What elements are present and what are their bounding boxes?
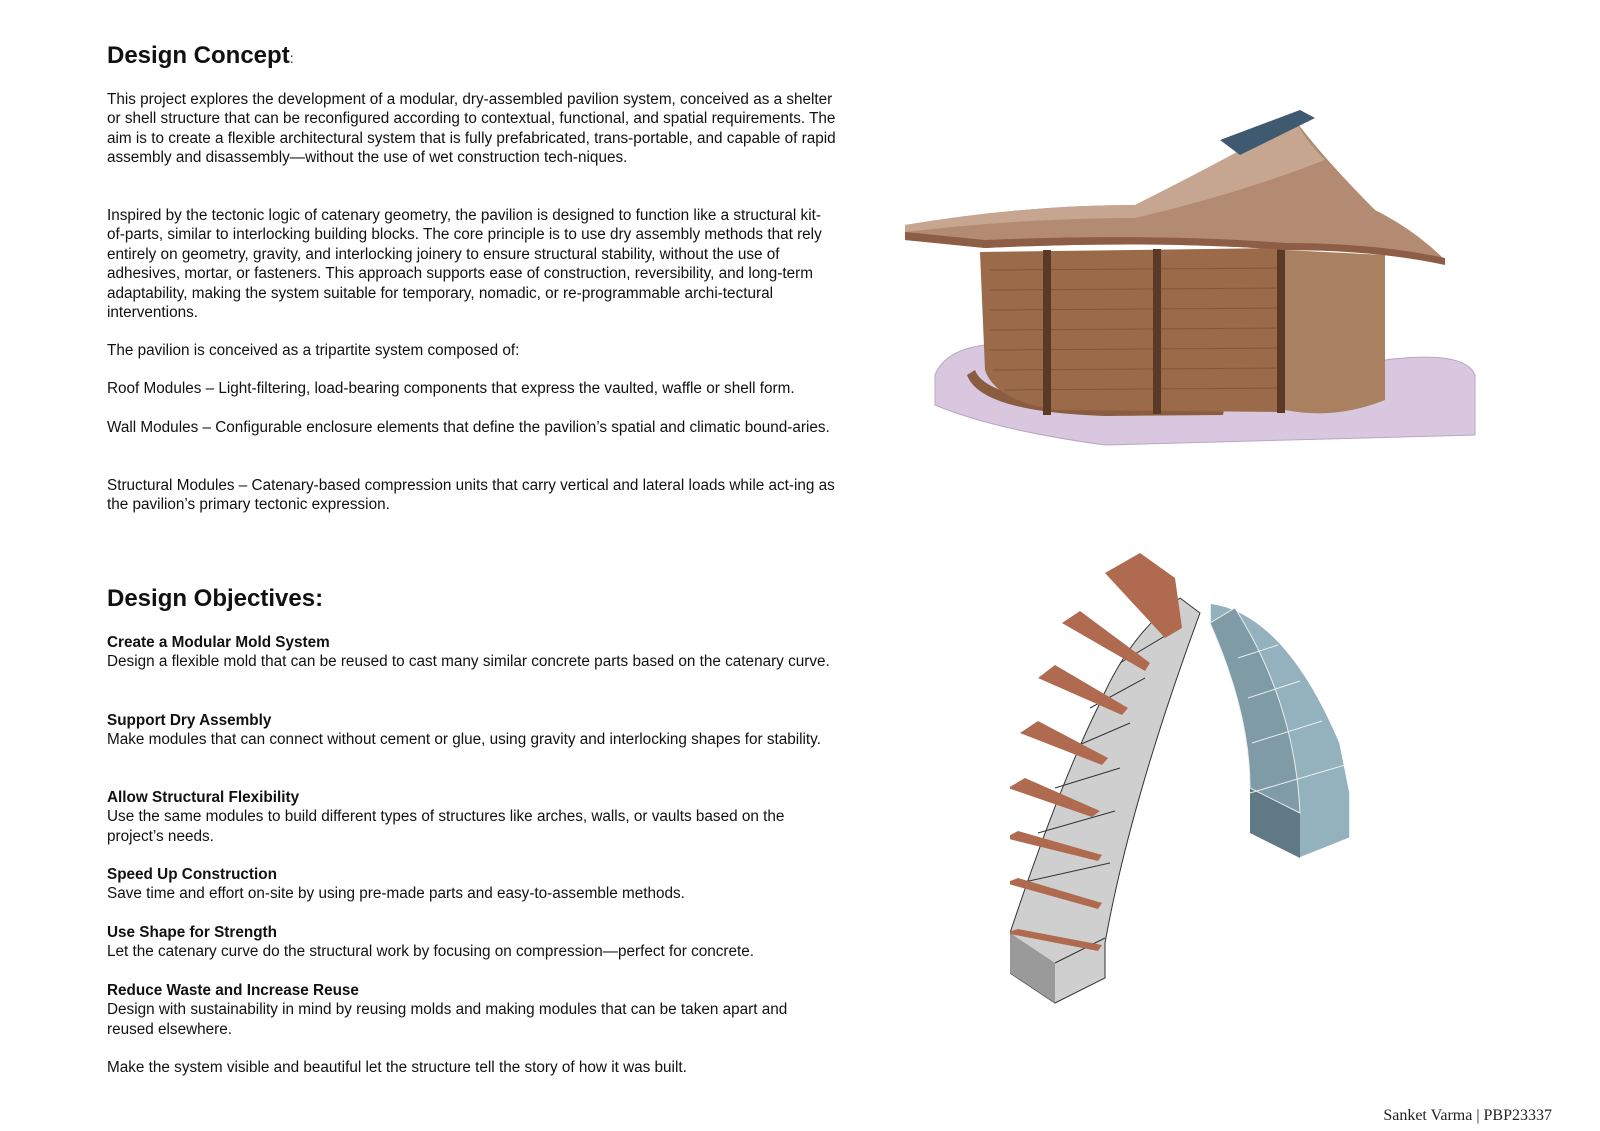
wall-modules-text: Wall Modules – Configurable enclosure elements that define the pavilion’s spatial and climatic bound-aries. (107, 419, 830, 436)
objective-title: Use Shape for Strength (107, 924, 277, 941)
objective-item (107, 981, 837, 1039)
objective-title: Reduce Waste and Increase Reuse (107, 982, 359, 999)
objective-text: Design a flexible mold that can be reused to cast many similar concrete parts based on the catenary curve. (107, 653, 830, 671)
objective-item (107, 788, 837, 846)
pavilion-image (905, 100, 1525, 480)
concept-paragraph-3: The pavilion is conceived as a tripartite system composed of: (107, 342, 520, 359)
objectives-closing: Make the system visible and beautiful let the structure tell the story of how it was built. (107, 1059, 687, 1076)
design-concept-section (107, 42, 837, 70)
design-objectives-section (107, 585, 837, 613)
objective-title: Support Dry Assembly (107, 712, 272, 729)
objective-text: Make modules that can connect without cement or glue, using gravity and interlocking shapes for stability. (107, 731, 821, 749)
arch-concrete-side (1010, 598, 1200, 1003)
concept-paragraph-2: Inspired by the tectonic logic of catenary geometry, the pavilion is designed to function like a structural kit-of-parts, similar to interlocking building blocks. The core principle is to use dry assembly methods that rely entirely on geometry, gravity, and interlocking joinery to ensure structural stability, without the use of adhesives, mortar, or fasteners. This approach supports ease of construction, reversibility, and long-term adaptability, making the system suitable for temporary, nomadic, or re-programmable archi-tectural interventions. (107, 207, 822, 322)
objective-text: Let the catenary curve do the structural work by focusing on compression—perfect for concrete. (107, 943, 755, 961)
objective-title: Allow Structural Flexibility (107, 789, 300, 806)
objective-text: Save time and effort on-site by using pre-made parts and easy-to-assemble methods. (107, 885, 685, 903)
author-footer: Sanket Varma | PBP23337 (1383, 1107, 1552, 1124)
roof-modules-text: Roof Modules – Light-filtering, load-bearing components that express the vaulted, waffle or shell form. (107, 380, 795, 397)
objective-item (107, 711, 821, 750)
concept-paragraph-1: This project explores the development of a modular, dry-assembled pavilion system, conceived as a shelter or shell structure that can be reconfigured according to contextual, functional, and spatial requirements. The aim is to create a flexible architectural system that is fully prefabricated, trans-portable, and capable of rapid assembly and disassembly—without the use of wet construction tech-niques. (107, 91, 836, 167)
objective-item (107, 865, 685, 904)
objective-item (107, 923, 754, 962)
objective-item (107, 633, 830, 672)
catenary-arch-image (1010, 553, 1370, 1023)
structural-modules-text: Structural Modules – Catenary-based compression units that carry vertical and lateral loads while act-ing as the pavilion’s primary tectonic expression. (107, 477, 835, 514)
objectives-title: Design Objectives: (107, 585, 324, 612)
objective-text: Design with sustainability in mind by reusing molds and making modules that can be taken apart and reused elsewhere. (107, 1001, 788, 1038)
objective-title: Create a Modular Mold System (107, 634, 330, 651)
objective-text: Use the same modules to build different types of structures like arches, walls, or vaults based on the project’s needs. (107, 808, 785, 845)
concept-title: Design Concept: (107, 42, 294, 69)
objective-title: Speed Up Construction (107, 866, 277, 883)
